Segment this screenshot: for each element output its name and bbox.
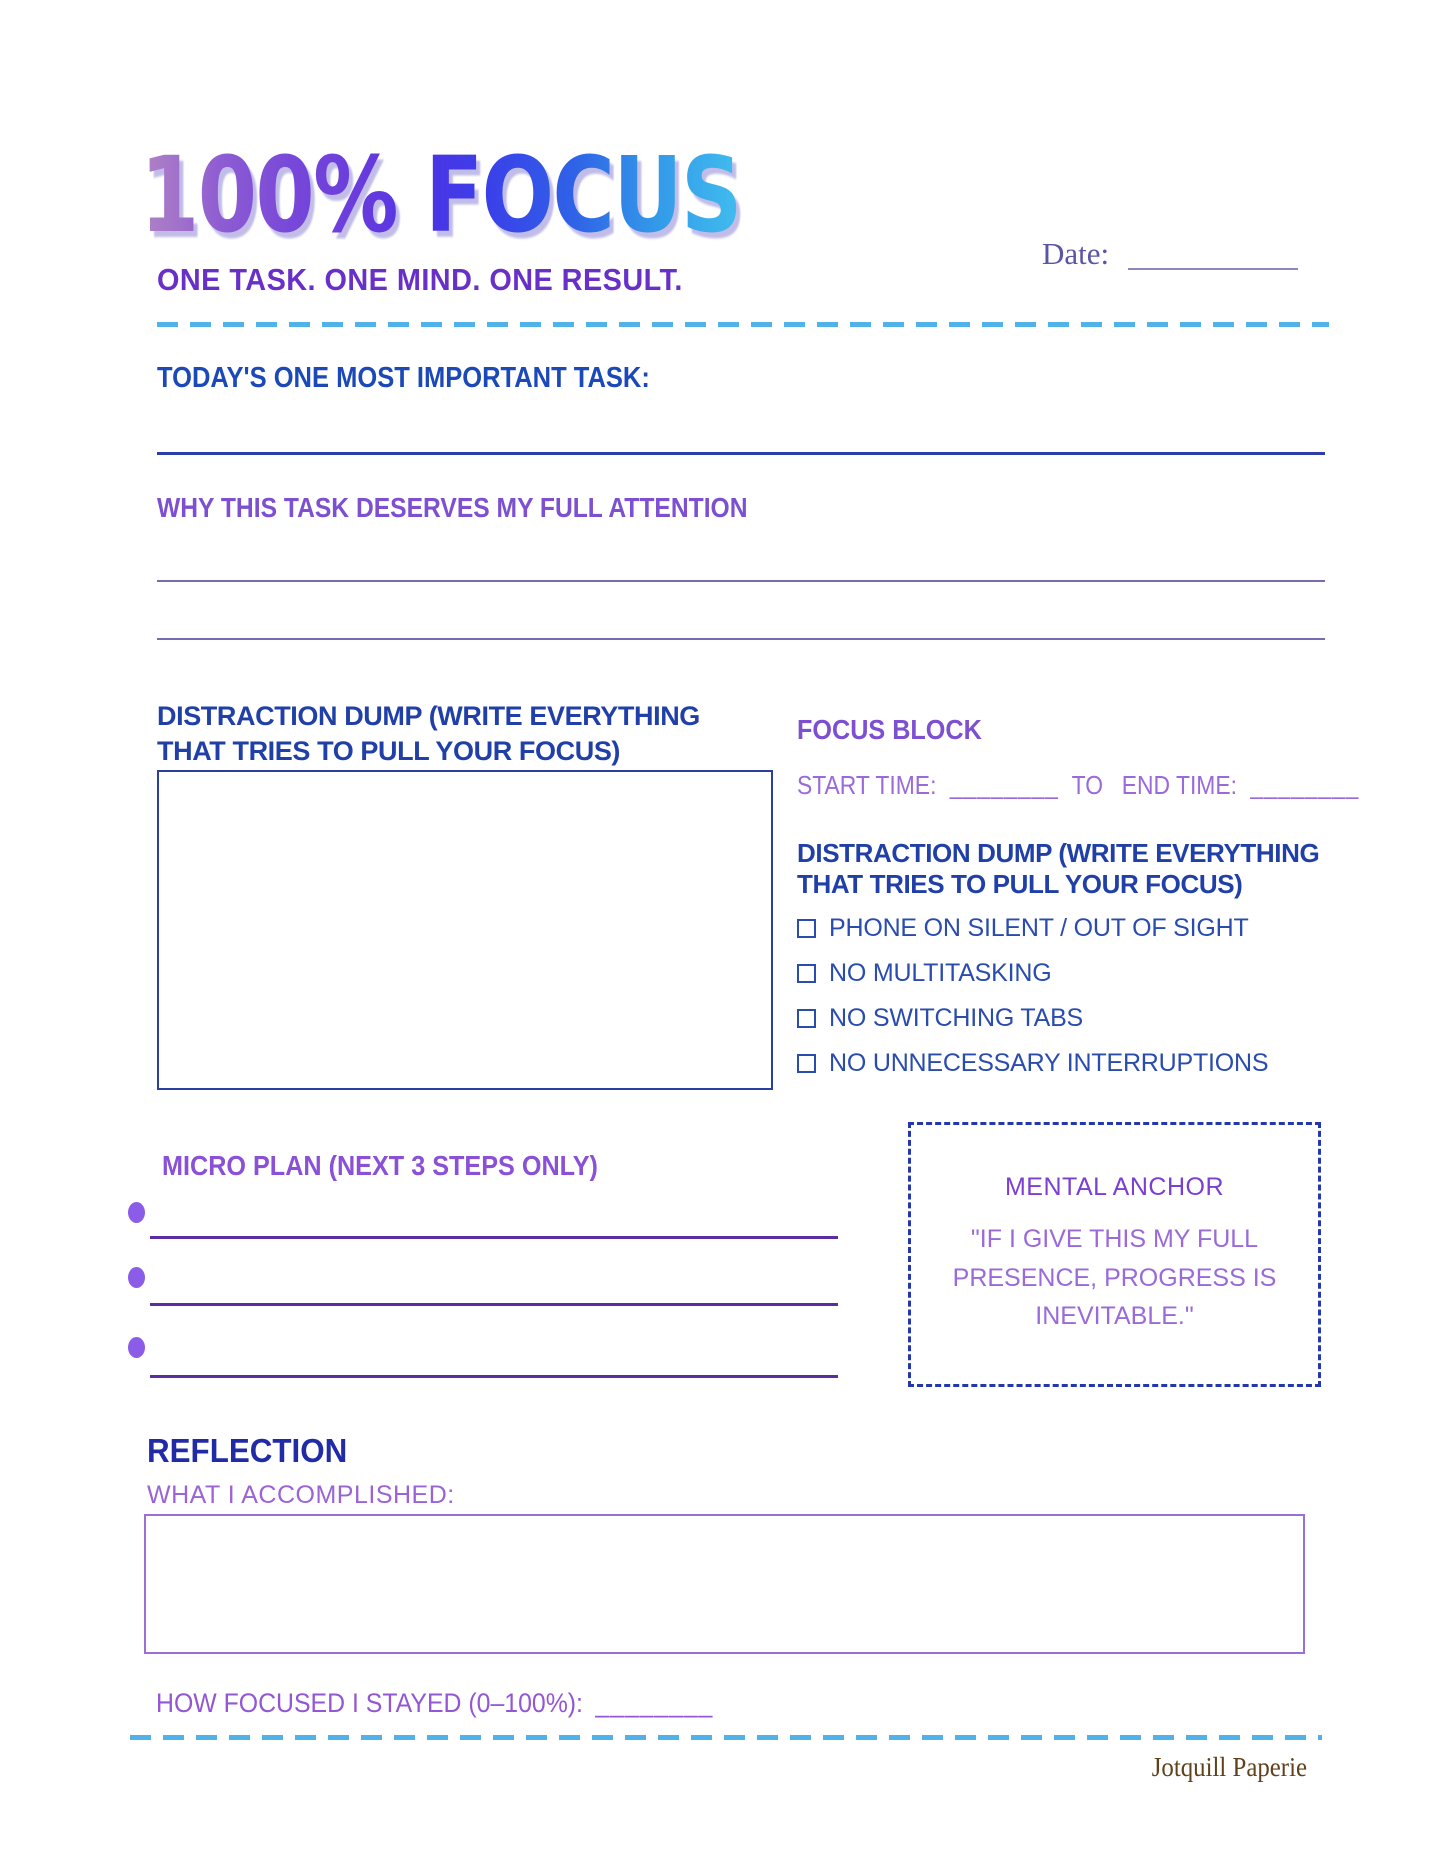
checklist-label: NO MULTITASKING [829,958,1052,987]
page-tagline: ONE TASK. ONE MIND. ONE RESULT. [157,262,683,297]
distraction-dump-box[interactable] [157,770,773,1090]
bullet-icon [128,1202,145,1223]
brand-name: Jotquill Paperie [1151,1752,1307,1782]
focus-rating-row [156,1688,713,1719]
checklist-label: NO UNNECESSARY INTERRUPTIONS [829,1048,1269,1077]
why-task-write-line[interactable] [157,638,1325,640]
mental-anchor-heading: MENTAL ANCHOR [1004,1172,1225,1201]
checkbox-icon[interactable] [797,1054,816,1073]
bottom-dashed-divider [130,1735,1322,1740]
micro-plan-write-line[interactable] [150,1303,838,1306]
micro-plan-heading: MICRO PLAN (NEXT 3 STEPS ONLY) [162,1150,598,1181]
today-task-write-line[interactable] [157,452,1325,455]
end-time-blank[interactable]: ________ [1250,770,1360,800]
focus-block-heading: FOCUS BLOCK [797,714,982,745]
reflection-heading: REFLECTION [147,1432,348,1469]
start-time-label: START TIME: [797,770,937,800]
mental-anchor-box [908,1122,1321,1387]
focus-time-row [797,770,1366,801]
checklist-item-multitasking[interactable] [797,958,1051,988]
accomplished-label: WHAT I ACCOMPLISHED: [147,1481,455,1509]
top-dashed-divider [157,322,1329,327]
time-connector: TO [1071,770,1104,800]
micro-plan-write-line[interactable] [150,1236,838,1239]
page-title: 100% FOCUS [140,134,741,256]
end-time-label: END TIME: [1121,770,1237,800]
checkbox-icon[interactable] [797,919,816,938]
date-blank-line[interactable] [1128,268,1298,270]
focus-rating-label: HOW FOCUSED I STAYED (0–100%): [156,1688,583,1718]
today-task-heading: TODAY'S ONE MOST IMPORTANT TASK: [157,362,650,394]
checklist-item-interruptions[interactable] [797,1048,1268,1078]
focus-rating-blank[interactable]: ________ [595,1688,714,1718]
checkbox-icon[interactable] [797,964,816,983]
bullet-icon [128,1337,145,1358]
start-time-blank[interactable]: ________ [949,770,1059,800]
checklist-label: PHONE ON SILENT / OUT OF SIGHT [829,913,1249,942]
distraction-dump-heading: DISTRACTION DUMP (WRITE EVERYTHING THAT TRIES TO PULL YOUR FOCUS) [157,701,700,767]
checklist-item-tabs[interactable] [797,1003,1083,1033]
focus-rules-heading: DISTRACTION DUMP (WRITE EVERYTHING THAT TRIES TO PULL YOUR FOCUS) [797,838,1320,899]
accomplished-write-box[interactable] [144,1514,1305,1654]
bullet-icon [128,1267,145,1288]
date-label: Date: [1042,236,1110,271]
why-task-heading: WHY THIS TASK DESERVES MY FULL ATTENTION [157,492,748,523]
why-task-write-line[interactable] [157,580,1325,582]
checkbox-icon[interactable] [797,1009,816,1028]
checklist-label: NO SWITCHING TABS [829,1003,1084,1032]
mental-anchor-quote: "IF I GIVE THIS MY FULL PRESENCE, PROGRESS IS INEVITABLE." [952,1224,1277,1331]
micro-plan-write-line[interactable] [150,1375,838,1378]
checklist-item-phone[interactable] [797,913,1249,943]
